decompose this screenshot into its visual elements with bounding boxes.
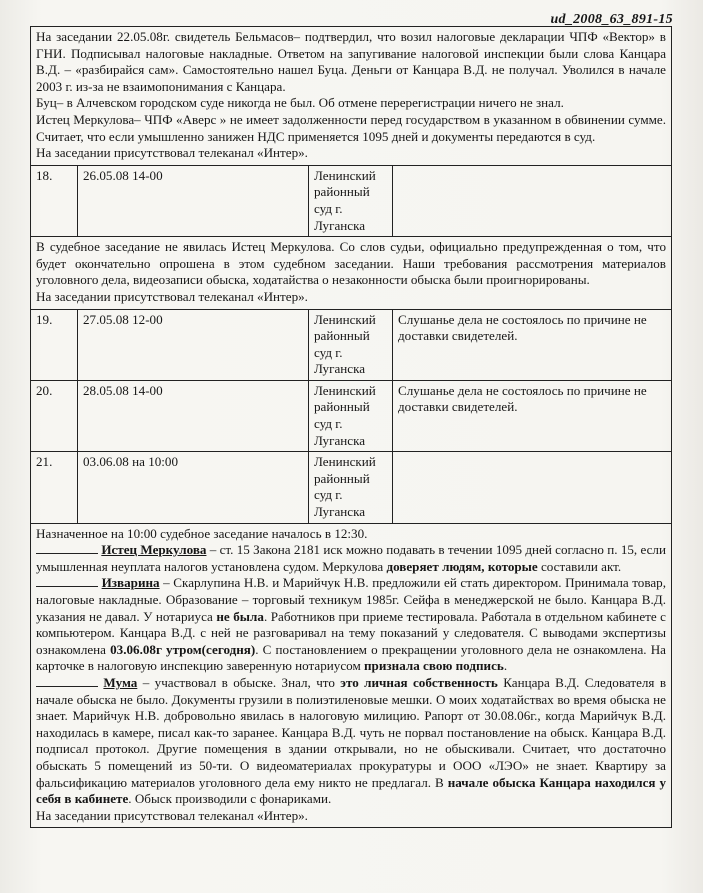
row-result: Слушанье дела не состоялось по причине не доставки свидетелей.: [398, 311, 647, 344]
row-court: Ленинский районный суд г. Луганска: [309, 381, 393, 451]
hearing-notes-block: [31, 237, 671, 309]
row-result: Слушанье дела не состоялось по причине не доставки свидетелей.: [398, 382, 647, 415]
table-row: [31, 381, 671, 452]
note-paragraph: На заседании присутствовал телеканал «Интер».: [36, 288, 308, 304]
testimony-merkulova: Истец Меркулова – ст. 15 Закона 2181 иск можно подавать в течении 1095 дней согласно п. 15, если умышленная неуплата налогов установлена судом. Меркулова доверяет людям, которые составили акт.: [36, 542, 666, 574]
note-paragraph: Назначенное на 10:00 судебное заседание началось в 12:30.: [36, 525, 368, 541]
testimony-muma: Мума – участвовал в обыске. Знал, что это личная собственность Канцара В.Д. Следователя в начале обыска не было. Документы грузили в полиэтиленовые мешки. О моих ходатайствах во время обыска не знает. Марийчук Н.В. добровольно явилась в налоговую милицию. Рапорт от 30.08.06г., когда Марийчук В.Д. находилась в камере, писал как-то заранее. Канцара В.Д. чуть не порвал постановление на обыск. Канцара В.Д. подписал протокол. Другие помещения в здании открывали, но не обыскивали. Считает, что достаточно обыскать 5 помещений из 50-ти. О видеоматериалах прокуратуры и ООО «ЛЭО» не знает. Квартиру за фальсификацию материалов уголовного дела ему никто не предлагал. В начале обыска Канцара находился у себя в кабинете. Обыск производили с фонариками.: [36, 674, 667, 807]
table-row: [31, 166, 671, 237]
row-court: Ленинский районный суд г. Луганска: [309, 310, 393, 380]
hearing-notes-block: [31, 27, 671, 166]
row-date: 26.05.08 14-00: [78, 166, 309, 236]
row-number: 20.: [31, 381, 78, 451]
note-paragraph: Истец Меркулова– ЧПФ «Аверс » не имеет задолженности перед государством в указанном в обвинении сумме. Считает, что если умышленно занижен НДС применяется 1095 дней и документы передаются в суд.: [36, 111, 666, 144]
note-paragraph: На заседании 22.05.08г. свидетель Бельмасов– подтвердил, что возил налоговые декларации ЧПФ «Вектор» в ГНИ. Подписывал налоговые накладные. Ответом на запугивание налоговой инспекции были слова Канцара В.Д. – «разбирайся сам». Самостоятельно нашел Буца. Деньги от Канцара В.Д. не получал. Уволился в начале 2003 г. из-за не взаимопонимания с Канцара.: [36, 29, 666, 94]
row-date: 03.06.08 на 10:00: [78, 452, 309, 522]
row-number: 19.: [31, 310, 78, 380]
table-row: [31, 310, 671, 381]
note-paragraph: На заседании присутствовал телеканал «Интер».: [36, 807, 308, 823]
note-paragraph: Буц– в Алчевском городском суде никогда не был. Об отмене перерегистрации ничего не знал.: [36, 95, 564, 111]
note-paragraph: В судебное заседание не явилась Истец Меркулова. Со слов судьи, официально предупрежденная о том, что будет окончательно опрошена в этом судебном заседании. Наши требования рассмотрения материалов уголовного дела, видеозаписи обыска, ходатайства о незаконности обыска были проигнорированы.: [36, 239, 666, 288]
hearing-notes-block: [31, 524, 671, 828]
row-date: 27.05.08 12-00: [78, 310, 309, 380]
hearings-table: [30, 26, 672, 828]
witness-name: Мума: [103, 674, 138, 690]
row-date: 28.05.08 14-00: [78, 381, 309, 451]
row-result: [393, 452, 672, 522]
document-id: ud_2008_63_891-15: [550, 12, 673, 27]
row-court: Ленинский районный суд г. Луганска: [309, 452, 393, 522]
row-result: [393, 166, 672, 236]
testimony-izvarina: Изварина – Скарлупина Н.В. и Марийчук Н.В. предложили ей стать директором. Принимала товар, налоговые накладные. Образование – торговый техникум 1985г. Сейфа в менеджерской не было. Канцара В.Д. указания не давал. У нотариуса не была. Работников при приеме тестировала. Работала в отдельном кабинете с компьютером. Канцара В.Д. с ней не разговаривал на тему показаний у следователя. С выводами экспертизы ознакомлена 03.06.08г утром(сегодня). С постановлением о прекращении уголовного дела не ознакомлена. На карточке в налоговую инспекцию заверенную нотариусом признала свою подпись.: [36, 575, 666, 674]
table-row: [31, 452, 671, 523]
witness-name: Изварина: [101, 575, 160, 591]
row-number: 18.: [31, 166, 78, 236]
witness-name: Истец Меркулова: [101, 542, 207, 558]
note-paragraph: На заседании присутствовал телеканал «Интер».: [36, 145, 308, 161]
row-court: Ленинский районный суд г. Луганска: [309, 166, 393, 236]
row-number: 21.: [31, 452, 78, 522]
